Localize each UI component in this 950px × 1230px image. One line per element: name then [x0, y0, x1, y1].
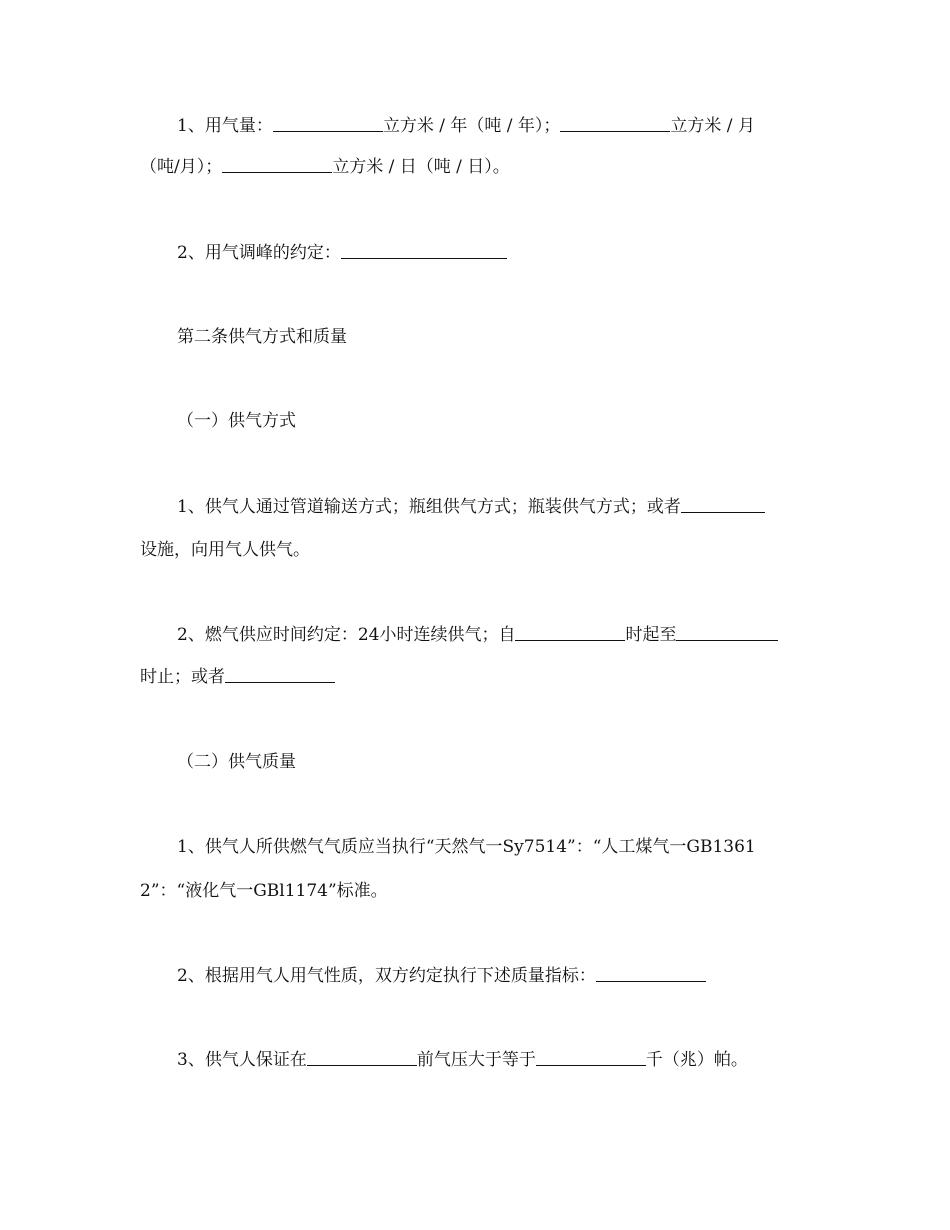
fill-blank: [307, 1048, 417, 1066]
paragraph-gas-volume-line1: [177, 113, 812, 139]
text: 千（兆）帕。: [645, 1050, 748, 1070]
fill-blank: [222, 155, 332, 173]
text: 时起至: [625, 625, 677, 645]
text: 1、用气量：: [177, 116, 273, 136]
text: （吨/月）；: [140, 157, 223, 177]
paragraph-gas-pressure: [177, 1047, 812, 1073]
text: 2、根据用气人用气性质，双方约定执行下述质量指标：: [177, 966, 596, 986]
subsection-heading-supply-quality: （二）供气质量: [177, 752, 296, 772]
text: 3、供气人保证在: [177, 1050, 307, 1070]
fill-blank: [560, 114, 670, 132]
text: 时止；或者: [140, 667, 225, 687]
fill-blank: [515, 623, 625, 641]
fill-blank: [225, 665, 335, 683]
fill-blank: [536, 1048, 646, 1066]
text: 前气压大于等于: [416, 1050, 536, 1070]
text: 立方米 / 月: [670, 116, 755, 136]
paragraph-gas-volume-line2: [140, 154, 812, 180]
text: 2、用气调峰的约定：: [177, 243, 341, 263]
fill-blank: [596, 964, 706, 982]
paragraph-quality-standard-line2: 2”：“液化气一GBl1174”标准。: [140, 881, 388, 901]
section-heading: 第二条供气方式和质量: [177, 327, 347, 347]
text: 立方米 / 年（吨 / 年）；: [382, 116, 561, 136]
fill-blank: [273, 114, 383, 132]
text: 2、燃气供应时间约定：24小时连续供气；自: [177, 625, 516, 645]
subsection-heading-supply-method: （一）供气方式: [177, 411, 296, 431]
text: 1、供气人通过管道输送方式；瓶组供气方式；瓶装供气方式；或者: [177, 497, 681, 517]
paragraph-quality-standard-line1: 1、供气人所供燃气气质应当执行“天然气一Sy7514”：“人工煤气一GB1361: [177, 837, 756, 857]
paragraph-supply-method-line1: [177, 494, 812, 520]
paragraph-quality-index: [177, 963, 812, 989]
fill-blank: [341, 241, 507, 259]
paragraph-peak-regulation: [177, 240, 812, 266]
paragraph-supply-time-line2: [140, 664, 812, 690]
paragraph-supply-method-line2: 设施，向用气人供气。: [140, 540, 310, 560]
paragraph-supply-time-line1: [177, 622, 812, 648]
text: 立方米 / 日（吨 / 日）。: [332, 157, 510, 177]
fill-blank: [676, 623, 778, 641]
fill-blank: [681, 495, 765, 513]
